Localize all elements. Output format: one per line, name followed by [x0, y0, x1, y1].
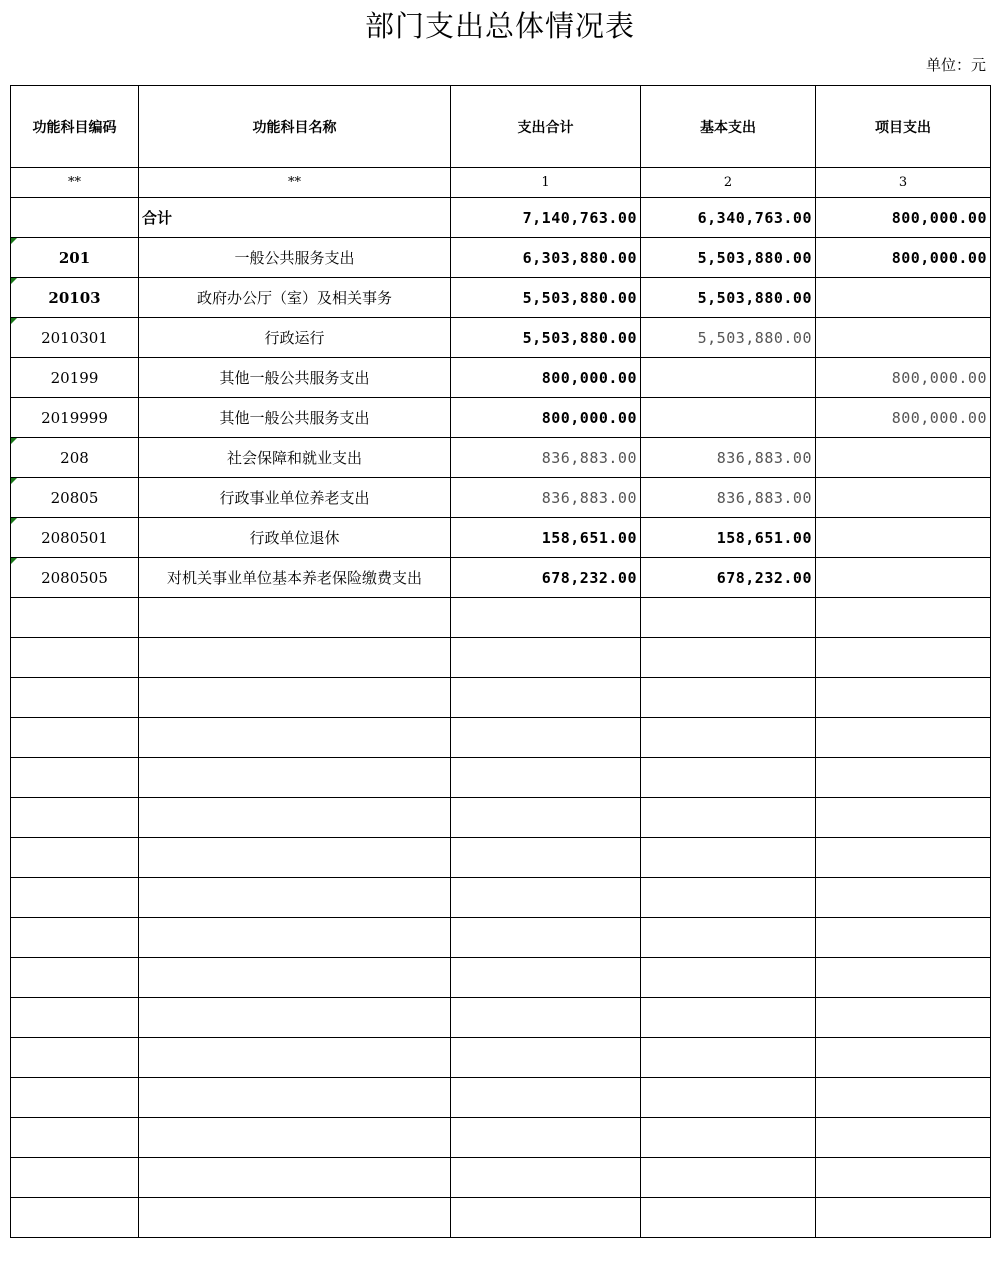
empty-cell [451, 678, 641, 718]
empty-cell [11, 798, 139, 838]
empty-cell [11, 1078, 139, 1118]
empty-cell [11, 1158, 139, 1198]
empty-cell [139, 758, 451, 798]
table-row [11, 398, 991, 438]
empty-cell [451, 998, 641, 1038]
table-row [11, 278, 991, 318]
empty-row [11, 1158, 991, 1198]
empty-cell [451, 1038, 641, 1078]
empty-row [11, 798, 991, 838]
empty-cell [816, 718, 991, 758]
empty-cell [139, 798, 451, 838]
row-total: 5,503,880.00 [451, 278, 641, 318]
empty-cell [816, 878, 991, 918]
empty-cell [11, 998, 139, 1038]
row-name: 其他一般公共服务支出 [139, 358, 451, 398]
empty-cell [816, 918, 991, 958]
table-row [11, 558, 991, 598]
empty-cell [641, 958, 816, 998]
empty-cell [641, 998, 816, 1038]
empty-cell [11, 638, 139, 678]
table-row [11, 318, 991, 358]
row-project [816, 558, 991, 598]
header-name: 功能科目名称 [139, 86, 451, 168]
table-row [11, 438, 991, 478]
empty-cell [451, 838, 641, 878]
row-code: 20103 [11, 278, 139, 318]
empty-cell [816, 1158, 991, 1198]
index-cell: ** [11, 168, 139, 198]
index-cell: 1 [451, 168, 641, 198]
row-basic: 836,883.00 [641, 438, 816, 478]
table-row [11, 358, 991, 398]
empty-cell [641, 798, 816, 838]
empty-cell [11, 598, 139, 638]
empty-row [11, 678, 991, 718]
index-cell: 2 [641, 168, 816, 198]
empty-cell [641, 1118, 816, 1158]
empty-cell [139, 958, 451, 998]
row-name: 行政事业单位养老支出 [139, 478, 451, 518]
empty-cell [451, 798, 641, 838]
row-total: 836,883.00 [451, 478, 641, 518]
empty-cell [139, 1078, 451, 1118]
empty-row [11, 878, 991, 918]
empty-cell [816, 1118, 991, 1158]
empty-cell [139, 718, 451, 758]
row-project [816, 438, 991, 478]
empty-cell [139, 998, 451, 1038]
empty-row [11, 1038, 991, 1078]
empty-cell [11, 1118, 139, 1158]
row-basic: 5,503,880.00 [641, 318, 816, 358]
empty-cell [139, 598, 451, 638]
row-name: 社会保障和就业支出 [139, 438, 451, 478]
empty-cell [816, 838, 991, 878]
row-total: 158,651.00 [451, 518, 641, 558]
empty-cell [641, 598, 816, 638]
empty-cell [139, 838, 451, 878]
row-project [816, 318, 991, 358]
empty-cell [641, 838, 816, 878]
empty-cell [139, 638, 451, 678]
row-basic [641, 358, 816, 398]
empty-cell [816, 998, 991, 1038]
empty-row [11, 838, 991, 878]
empty-cell [641, 1198, 816, 1238]
empty-cell [11, 678, 139, 718]
table-row [11, 238, 991, 278]
empty-cell [451, 878, 641, 918]
empty-cell [11, 1038, 139, 1078]
row-total: 678,232.00 [451, 558, 641, 598]
empty-cell [139, 918, 451, 958]
row-project [816, 518, 991, 558]
empty-cell [641, 878, 816, 918]
empty-cell [11, 958, 139, 998]
total-row [11, 198, 991, 238]
row-basic: 5,503,880.00 [641, 238, 816, 278]
row-project: 800,000.00 [816, 398, 991, 438]
row-code: 2080501 [11, 518, 139, 558]
index-cell: ** [139, 168, 451, 198]
empty-cell [641, 638, 816, 678]
empty-cell [641, 678, 816, 718]
empty-cell [816, 678, 991, 718]
row-total: 836,883.00 [451, 438, 641, 478]
row-project [816, 478, 991, 518]
empty-cell [816, 598, 991, 638]
empty-cell [641, 1158, 816, 1198]
row-total: 5,503,880.00 [451, 318, 641, 358]
index-row [11, 168, 991, 198]
unit-label: 单位：元 [925, 56, 986, 74]
empty-cell [451, 638, 641, 678]
empty-cell [11, 718, 139, 758]
total-label: 合计 [139, 198, 451, 238]
empty-cell [139, 1158, 451, 1198]
empty-cell [451, 958, 641, 998]
empty-cell [816, 638, 991, 678]
total-sum: 7,140,763.00 [451, 198, 641, 238]
expenditure-table [10, 85, 991, 1238]
empty-cell [451, 1198, 641, 1238]
empty-row [11, 598, 991, 638]
empty-cell [451, 718, 641, 758]
row-code: 208 [11, 438, 139, 478]
row-total: 800,000.00 [451, 358, 641, 398]
empty-cell [451, 1158, 641, 1198]
index-cell: 3 [816, 168, 991, 198]
empty-cell [11, 1198, 139, 1238]
row-basic: 5,503,880.00 [641, 278, 816, 318]
row-code: 20805 [11, 478, 139, 518]
empty-cell [641, 758, 816, 798]
empty-cell [11, 758, 139, 798]
total-project: 800,000.00 [816, 198, 991, 238]
row-code: 2010301 [11, 318, 139, 358]
row-basic: 678,232.00 [641, 558, 816, 598]
empty-cell [451, 758, 641, 798]
empty-rows [11, 598, 991, 1238]
row-basic: 836,883.00 [641, 478, 816, 518]
header-code: 功能科目编码 [11, 86, 139, 168]
empty-cell [451, 1078, 641, 1118]
row-code: 2019999 [11, 398, 139, 438]
total-code-cell [11, 198, 139, 238]
row-basic [641, 398, 816, 438]
empty-cell [641, 718, 816, 758]
empty-cell [451, 598, 641, 638]
empty-row [11, 1118, 991, 1158]
empty-cell [641, 1038, 816, 1078]
row-name: 一般公共服务支出 [139, 238, 451, 278]
empty-row [11, 918, 991, 958]
empty-cell [816, 958, 991, 998]
empty-cell [816, 1038, 991, 1078]
empty-cell [139, 1198, 451, 1238]
header-basic: 基本支出 [641, 86, 816, 168]
row-name: 行政单位退休 [139, 518, 451, 558]
empty-row [11, 1198, 991, 1238]
empty-cell [139, 1038, 451, 1078]
empty-row [11, 958, 991, 998]
empty-cell [641, 1078, 816, 1118]
row-code: 20199 [11, 358, 139, 398]
row-code: 2080505 [11, 558, 139, 598]
header-total: 支出合计 [451, 86, 641, 168]
empty-cell [816, 1198, 991, 1238]
empty-cell [139, 878, 451, 918]
header-project: 项目支出 [816, 86, 991, 168]
empty-cell [11, 878, 139, 918]
row-name: 其他一般公共服务支出 [139, 398, 451, 438]
empty-cell [11, 838, 139, 878]
empty-cell [139, 1118, 451, 1158]
empty-row [11, 998, 991, 1038]
empty-row [11, 718, 991, 758]
table-row [11, 518, 991, 558]
row-project: 800,000.00 [816, 238, 991, 278]
row-total: 6,303,880.00 [451, 238, 641, 278]
header-row [11, 86, 991, 168]
row-project [816, 278, 991, 318]
empty-cell [451, 918, 641, 958]
row-project: 800,000.00 [816, 358, 991, 398]
empty-cell [816, 1078, 991, 1118]
total-basic: 6,340,763.00 [641, 198, 816, 238]
empty-cell [816, 798, 991, 838]
row-basic: 158,651.00 [641, 518, 816, 558]
row-name: 政府办公厅（室）及相关事务 [139, 278, 451, 318]
empty-cell [641, 918, 816, 958]
row-total: 800,000.00 [451, 398, 641, 438]
page-title: 部门支出总体情况表 [364, 9, 635, 43]
empty-row [11, 638, 991, 678]
empty-row [11, 1078, 991, 1118]
empty-row [11, 758, 991, 798]
empty-cell [11, 918, 139, 958]
row-name: 行政运行 [139, 318, 451, 358]
empty-cell [816, 758, 991, 798]
empty-cell [451, 1118, 641, 1158]
row-name: 对机关事业单位基本养老保险缴费支出 [139, 558, 451, 598]
row-code: 201 [11, 238, 139, 278]
empty-cell [139, 678, 451, 718]
table-row [11, 478, 991, 518]
